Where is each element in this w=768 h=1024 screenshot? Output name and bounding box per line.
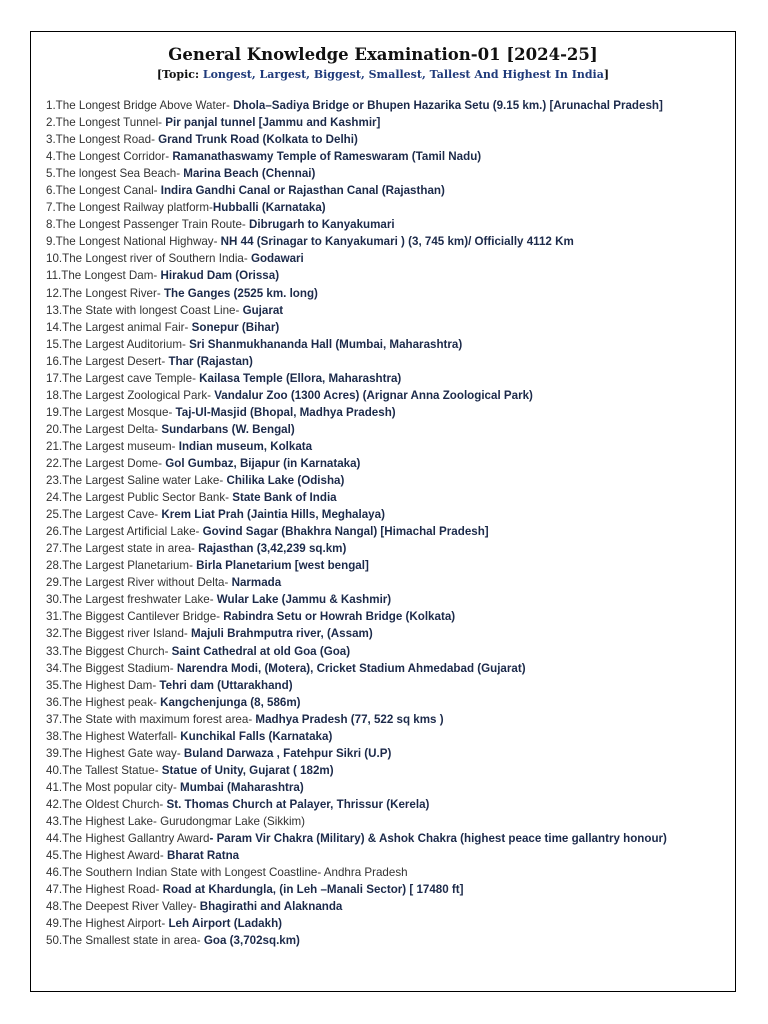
answer-text: NH 44 (Srinagar to Kanyakumari ) (3, 745 km)/ Officially 4112 Km <box>220 235 574 249</box>
answer-text: - Param Vir Chakra (Military) & Ashok Chakra (highest peace time gallantry honour) <box>209 832 667 846</box>
answer-text: Birla Planetarium [west bengal] <box>196 559 369 573</box>
answer-text: Ramanathaswamy Temple of Rameswaram (Tamil Nadu) <box>172 150 482 164</box>
question-text: 43.The Highest Lake- Gurudongmar Lake (Sikkim) <box>46 814 306 828</box>
answer-text: Madhya Pradesh (77, 522 sq kms ) <box>255 712 444 726</box>
list-item <box>46 267 736 284</box>
list-item <box>46 864 736 881</box>
list-item <box>46 131 736 148</box>
answer-text: State Bank of India <box>232 491 337 505</box>
question-text: 32.The Biggest river Island- <box>46 627 191 641</box>
list-item <box>46 165 736 182</box>
answer-text: Gujarat <box>242 303 284 317</box>
answer-extra-text: [Arunachal Pradesh] <box>549 99 663 112</box>
question-text: 4.The Longest Corridor- <box>46 150 173 164</box>
list-item <box>46 677 736 694</box>
question-text: 27.The Largest state in area- <box>46 542 199 556</box>
list-item <box>46 353 736 370</box>
subtitle-topic: Longest, Largest, Biggest, Smallest, Tallest And Highest In India <box>202 68 604 81</box>
answer-text: Rajasthan (3,42,239 sq.km) <box>198 542 347 556</box>
question-text: 18.The Largest Zoological Park- <box>46 388 215 402</box>
answer-text: Indira Gandhi Canal or Rajasthan Canal (Rajasthan) <box>160 184 445 198</box>
list-item <box>46 898 736 915</box>
question-text: 30.The Largest freshwater Lake- <box>46 593 217 607</box>
answer-text: Buland Darwaza , Fatehpur Sikri (U.P) <box>183 746 392 760</box>
question-text: 42.The Oldest Church- <box>46 797 167 811</box>
question-list <box>46 97 736 949</box>
question-text: 22.The Largest Dome- <box>46 456 166 470</box>
question-text: 39.The Highest Gate way- <box>46 746 184 760</box>
answer-text: Gol Gumbaz, Bijapur (in Karnataka) <box>165 456 361 470</box>
question-text: 12.The Longest River- <box>46 286 164 300</box>
list-item <box>46 915 736 932</box>
list-item <box>46 472 736 489</box>
subtitle-label: Topic: <box>162 68 203 81</box>
list-item <box>46 608 736 625</box>
list-item <box>46 591 736 608</box>
question-text: 41.The Most popular city- <box>46 780 181 794</box>
answer-text: Bhagirathi and Alaknanda <box>199 900 343 914</box>
list-item <box>46 523 736 540</box>
answer-text: Wular Lake (Jammu & Kashmir) <box>216 593 392 607</box>
answer-text: Indian museum, Kolkata <box>178 439 313 453</box>
question-text: 14.The Largest animal Fair- <box>46 320 192 334</box>
question-text: 6.The Longest Canal- <box>46 184 161 198</box>
answer-text: Sonepur (Bihar) <box>191 320 280 334</box>
page-subtitle <box>31 68 735 81</box>
answer-text: The Ganges (2525 km. long) <box>163 286 318 300</box>
list-item <box>46 660 736 677</box>
question-text: 26.The Largest Artificial Lake- <box>46 525 203 539</box>
answer-text: Goa (3,702sq.km) <box>203 934 300 948</box>
question-text: 17.The Largest cave Temple- <box>46 371 200 385</box>
question-text: 44.The Highest Gallantry Award <box>46 832 210 846</box>
question-text: 49.The Highest Airport- <box>46 917 169 931</box>
question-text: 8.The Longest Passenger Train Route- <box>46 218 250 232</box>
question-text: 21.The Largest museum- <box>46 439 179 453</box>
question-text: 23.The Largest Saline water Lake- <box>46 474 227 488</box>
list-item <box>46 97 736 114</box>
question-text: 34.The Biggest Stadium- <box>46 661 177 675</box>
list-item <box>46 694 736 711</box>
question-text: 15.The Largest Auditorium- <box>46 337 190 351</box>
list-item <box>46 336 736 353</box>
question-text: 9.The Longest National Highway- <box>46 235 221 249</box>
question-text: 5.The longest Sea Beach- <box>46 167 184 181</box>
list-item <box>46 182 736 199</box>
answer-text: Sundarbans (W. Bengal) <box>161 422 295 436</box>
list-item <box>46 285 736 302</box>
question-text: 28.The Largest Planetarium- <box>46 559 197 573</box>
list-item <box>46 319 736 336</box>
answer-text: Govind Sagar (Bhakhra Nangal) [Himachal Pradesh] <box>202 525 489 539</box>
question-text: 25.The Largest Cave- <box>46 508 162 522</box>
list-item <box>46 762 736 779</box>
answer-text: St. Thomas Church at Palayer, Thrissur (Kerela) <box>166 797 430 811</box>
answer-text: Thar (Rajastan) <box>168 354 253 368</box>
question-text: 10.The Longest river of Southern India- <box>46 252 251 266</box>
answer-text: Dibrugarh to Kanyakumari <box>249 218 395 232</box>
question-text: 50.The Smallest state in area- <box>46 934 204 948</box>
list-item <box>46 250 736 267</box>
list-item <box>46 216 736 233</box>
question-text: 24.The Largest Public Sector Bank- <box>46 491 233 505</box>
answer-text: Narmada <box>231 576 282 590</box>
list-item <box>46 199 736 216</box>
question-text: 20.The Largest Delta- <box>46 422 162 436</box>
list-item <box>46 830 736 847</box>
question-text: 33.The Biggest Church- <box>46 644 172 658</box>
list-item <box>46 813 736 830</box>
question-text: 45.The Highest Award- <box>46 849 167 863</box>
subtitle-open-bracket: [ <box>156 68 163 81</box>
question-text: 7.The Longest Railway platform- <box>46 201 213 215</box>
list-item <box>46 711 736 728</box>
answer-text: Vandalur Zoo (1300 Acres) (Arignar Anna Zoological Park) <box>214 388 533 402</box>
answer-text: Krem Liat Prah (Jaintia Hills, Meghalaya) <box>161 508 385 522</box>
question-text: 29.The Largest River without Delta- <box>46 576 232 590</box>
question-text: 2.The Longest Tunnel- <box>46 116 166 130</box>
answer-text: Grand Trunk Road (Kolkata to Delhi) <box>158 133 358 147</box>
question-text: 47.The Highest Road- <box>46 883 163 897</box>
list-item <box>46 233 736 250</box>
answer-text: Hirakud Dam (Orissa) <box>160 269 280 283</box>
list-item <box>46 932 736 949</box>
subtitle-close-bracket: ] <box>603 68 610 81</box>
list-item <box>46 574 736 591</box>
list-item <box>46 302 736 319</box>
list-item <box>46 148 736 165</box>
question-text: 40.The Tallest Statue- <box>46 763 162 777</box>
list-item <box>46 404 736 421</box>
list-item <box>46 114 736 131</box>
question-text: 13.The State with longest Coast Line- <box>46 303 243 317</box>
list-item <box>46 421 736 438</box>
page-title: General Knowledge Examination-01 [2024-25] <box>168 45 598 64</box>
question-text: 31.The Biggest Cantilever Bridge- <box>46 610 224 624</box>
list-item <box>46 728 736 745</box>
answer-text: Statue of Unity, Gujarat ( 182m) <box>161 763 334 777</box>
list-item <box>46 779 736 796</box>
question-text: 19.The Largest Mosque- <box>46 405 176 419</box>
answer-text: Marina Beach (Chennai) <box>183 167 316 181</box>
list-item <box>46 557 736 574</box>
list-item <box>46 455 736 472</box>
list-item <box>46 745 736 762</box>
answer-text: Godawari <box>250 252 304 266</box>
answer-text: Saint Cathedral at old Goa (Goa) <box>171 644 351 658</box>
answer-text: Tehri dam (Uttarakhand) <box>159 678 293 692</box>
answer-text: Sri Shanmukhananda Hall (Mumbai, Maharashtra) <box>189 337 463 351</box>
question-text: 37.The State with maximum forest area- <box>46 712 256 726</box>
answer-text: Chilika Lake (Odisha) <box>226 474 345 488</box>
answer-text: Majuli Brahmputra river, (Assam) <box>191 627 373 641</box>
answer-text: Bharat Ratna <box>166 849 240 863</box>
list-item <box>46 881 736 898</box>
list-item <box>46 625 736 642</box>
question-text: 48.The Deepest River Valley- <box>46 900 200 914</box>
question-text: 11.The Longest Dam- <box>46 269 161 283</box>
list-item <box>46 506 736 523</box>
question-text: 38.The Highest Waterfall- <box>46 729 181 743</box>
list-item <box>46 540 736 557</box>
answer-text: Hubballi (Karnataka) <box>212 201 326 215</box>
list-item <box>46 643 736 660</box>
question-text: 35.The Highest Dam- <box>46 678 160 692</box>
question-text: 36.The Highest peak- <box>46 695 161 709</box>
answer-text: Mumbai (Maharashtra) <box>180 780 304 794</box>
question-text: 3.The Longest Road- <box>46 133 159 147</box>
list-item <box>46 796 736 813</box>
question-text: 16.The Largest Desert- <box>46 354 169 368</box>
list-item <box>46 847 736 864</box>
answer-text: Leh Airport (Ladakh) <box>168 917 283 931</box>
list-item <box>46 438 736 455</box>
answer-text: Dhola–Sadiya Bridge or Bhupen Hazarika Setu (9.15 km.) <box>233 99 550 112</box>
answer-text: Kangchenjunga (8, 586m) <box>160 695 301 709</box>
answer-text: Rabindra Setu or Howrah Bridge (Kolkata) <box>223 610 456 624</box>
answer-text: Kunchikal Falls (Karnataka) <box>180 729 333 743</box>
page-frame <box>30 31 736 992</box>
answer-text: Kailasa Temple (Ellora, Maharashtra) <box>199 371 402 385</box>
list-item <box>46 370 736 387</box>
answer-text: Narendra Modi, (Motera), Cricket Stadium Ahmedabad (Gujarat) <box>176 661 526 675</box>
question-text: 46.The Southern Indian State with Longest Coastline- Andhra Pradesh <box>46 866 408 880</box>
list-item <box>46 489 736 506</box>
answer-text: Taj-Ul-Masjid (Bhopal, Madhya Pradesh) <box>175 405 396 419</box>
answer-text: Road at Khardungla, (in Leh –Manali Sector) [ 17480 ft] <box>162 883 464 897</box>
question-text: 1.The Longest Bridge Above Water- <box>46 99 234 112</box>
answer-text: Pir panjal tunnel [Jammu and Kashmir] <box>165 116 381 130</box>
list-item <box>46 387 736 404</box>
